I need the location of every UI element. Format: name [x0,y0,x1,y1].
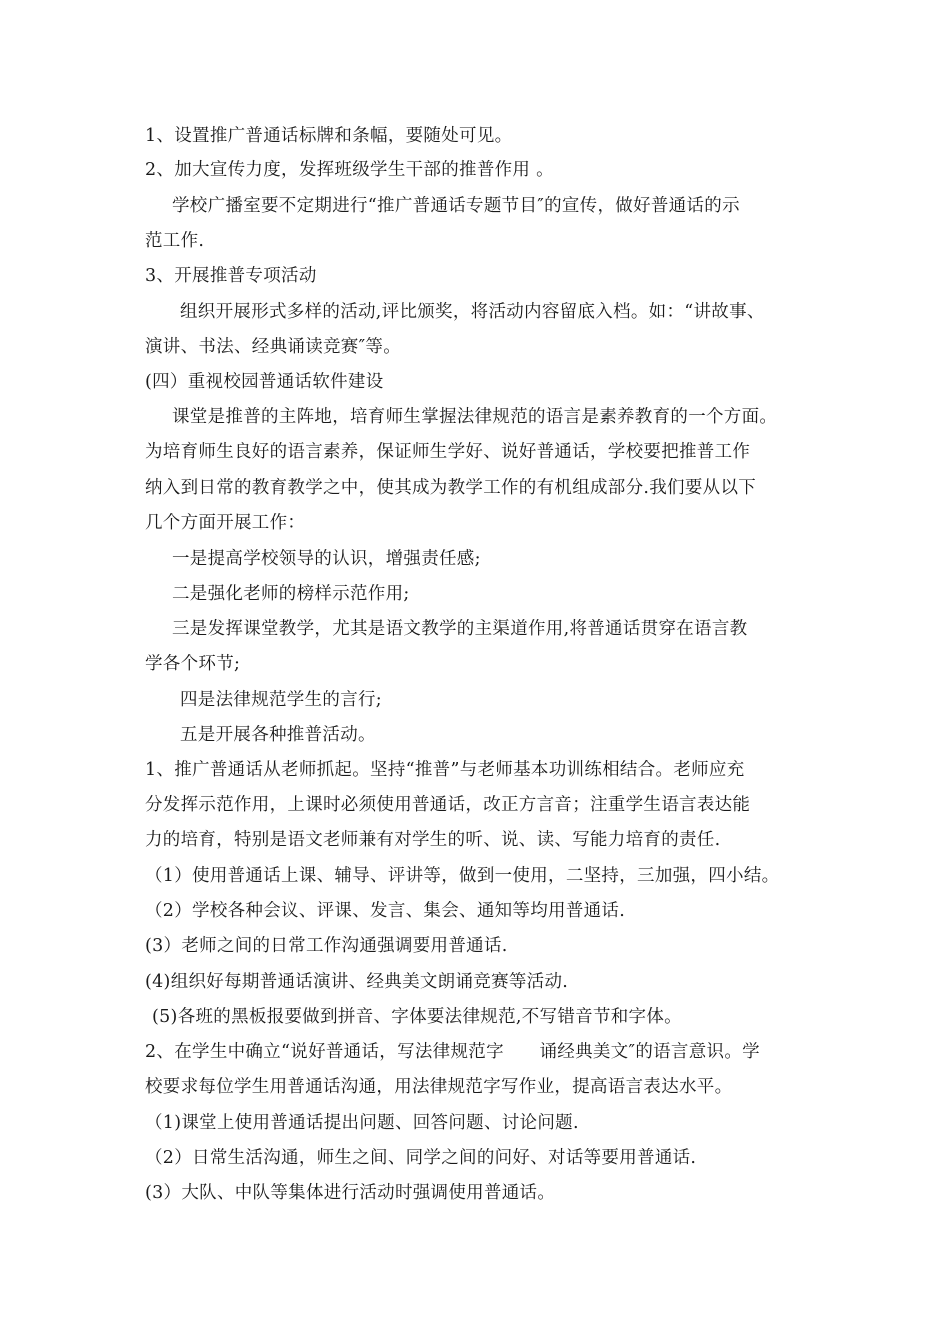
paragraph-line: 为培育师生良好的语言素养，保证师生学好、说好普通话，学校要把推普工作 [145,442,751,462]
list-item: (4)组织好每期普通话演讲、经典美文朗诵竞赛等活动. [145,972,569,992]
list-item: 1、推广普通话从老师抓起。坚持“推普”与老师基本功训练相结合。老师应充 [145,760,745,780]
section-heading: (四）重视校园普通话软件建设 [145,372,384,392]
list-item: 四是法律规范学生的言行; [180,690,382,710]
list-item: （1)课堂上使用普通话提出问题、回答问题、讨论问题. [145,1113,579,1133]
list-item: 五是开展各种推普活动。 [180,725,376,745]
paragraph-line: 力的培育，特别是语文老师兼有对学生的听、说、读、写能力培育的责任. [145,830,721,850]
paragraph-line: 组织开展形式多样的活动,评比颁奖，将活动内容留底入档。如：“讲故事、 [180,302,765,322]
paragraph-line: 演讲、书法、经典诵读竞赛″等。 [145,337,402,357]
paragraph-line: 校要求每位学生用普通话沟通，用法律规范字写作业，提高语言表达水平。 [145,1077,733,1097]
list-item: （1）使用普通话上课、辅导、评讲等，做到一使用，二坚持，三加强，四小结。 [145,866,780,886]
list-item: (3）老师之间的日常工作沟通强调要用普通话. [145,936,508,956]
list-item: （2）学校各种会议、评课、发言、集会、通知等均用普通话. [145,901,626,921]
list-item: 2、在学生中确立“说好普通话，写法律规范字 诵经典美文″的语言意识。学 [145,1042,760,1062]
section-heading: 3、开展推普专项活动 [145,266,317,286]
paragraph-line: 课堂是推普的主阵地，培育师生掌握法律规范的语言是素养教育的一个方面。 [172,407,778,427]
paragraph-line: 几个方面开展工作： [145,513,306,533]
list-item: （2）日常生活沟通，师生之间、同学之间的问好、对话等要用普通话. [145,1148,697,1168]
list-item: 1、设置推广普通话标牌和条幅，要随处可见。 [145,126,513,146]
paragraph-line: 范工作. [145,231,205,251]
paragraph-line: 学校广播室要不定期进行“推广普通话专题节目″的宣传，做好普通话的示 [172,196,740,216]
list-item: 一是提高学校领导的认识，增强责任感; [172,549,481,569]
paragraph-line: 分发挥示范作用，上课时必须使用普通话，改正方言音；注重学生语言表达能 [145,795,751,815]
list-item: (5)各班的黑板报要做到拼音、字体要法律规范,不写错音节和字体。 [152,1007,682,1027]
list-item: 二是强化老师的榜样示范作用; [172,584,410,604]
paragraph-line: 学各个环节; [145,654,241,674]
paragraph-line: 纳入到日常的教育教学之中，使其成为教学工作的有机组成部分.我们要从以下 [145,478,757,498]
list-item: (3）大队、中队等集体进行活动时强调使用普通话。 [145,1183,556,1203]
list-item: 三是发挥课堂教学，尤其是语文教学的主渠道作用,将普通话贯穿在语言教 [172,619,748,639]
list-item: 2、加大宣传力度，发挥班级学生干部的推普作用 。 [145,160,554,180]
